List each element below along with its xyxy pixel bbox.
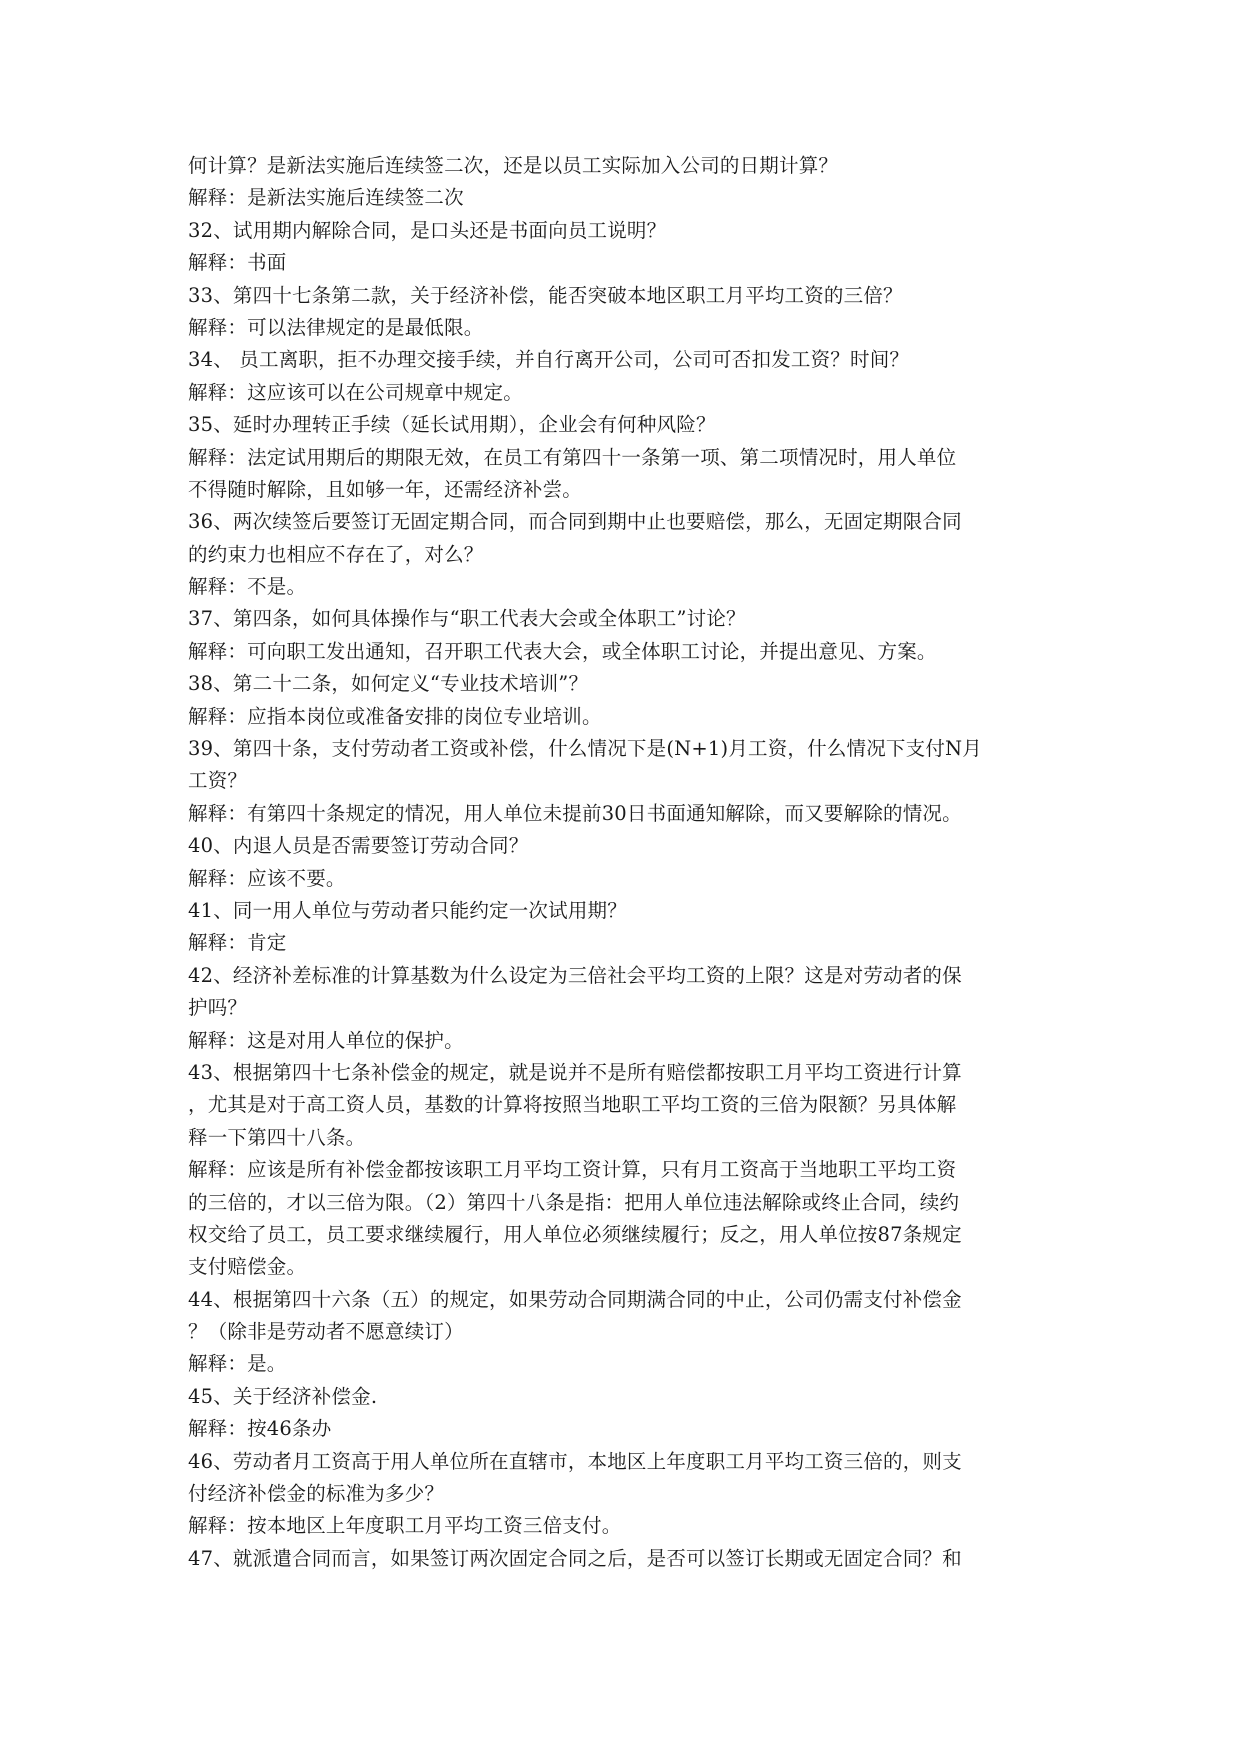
text-line: 38、第二十二条，如何定义“专业技术培训”？ <box>188 672 589 696</box>
text-line: 权交给了员工，员工要求继续履行，用人单位必须继续履行；反之，用人单位按87条规定 <box>188 1222 962 1246</box>
text-line: 支付赔偿金。 <box>188 1255 307 1279</box>
text-line: ，尤其是对于高工资人员，基数的计算将按照当地职工平均工资的三倍为限额？另具体解 <box>188 1093 957 1117</box>
text-line: 的三倍的，才以三倍为限。（2）第四十八条是指：把用人单位违法解除或终止合同，续约 <box>188 1190 960 1214</box>
text-line: 解释：按本地区上年度职工月平均工资三倍支付。 <box>188 1514 622 1538</box>
text-line: 46、劳动者月工资高于用人单位所在直辖市，本地区上年度职工月平均工资三倍的，则支 <box>188 1449 962 1473</box>
text-line: 解释：书面 <box>188 251 287 275</box>
text-line: 32、试用期内解除合同，是口头还是书面向员工说明？ <box>188 218 667 242</box>
text-line: 解释：应该不要。 <box>188 866 346 890</box>
text-line: 何计算？是新法实施后连续签二次，还是以员工实际加入公司的日期计算？ <box>188 154 839 177</box>
text-line: 工资？ <box>188 769 248 793</box>
text-line: 解释：法定试用期后的期限无效，在员工有第四十一条第一项、第二项情况时，用人单位 <box>188 445 957 469</box>
text-line: 解释：是新法实施后连续签二次 <box>188 186 464 210</box>
text-line: 付经济补偿金的标准为多少？ <box>188 1482 445 1506</box>
text-line: 解释：肯定 <box>188 931 287 955</box>
text-line: 解释：应该是所有补偿金都按该职工月平均工资计算，只有月工资高于当地职工平均工资 <box>188 1158 957 1182</box>
text-line: 不得随时解除，且如够一年，还需经济补尝。 <box>188 477 583 501</box>
text-line: 36、两次续签后要签订无固定期合同，而合同到期中止也要赔偿，那么，无固定期限合同 <box>188 510 962 534</box>
text-line: 34、 员工离职，拒不办理交接手续，并自行离开公司，公司可否扣发工资？时间？ <box>188 348 910 372</box>
text-line: 43、根据第四十七条补偿金的规定，就是说并不是所有赔偿都按职工月平均工资进行计算 <box>188 1060 962 1084</box>
text-line: 释一下第四十八条。 <box>188 1125 366 1149</box>
text-line: 解释：这应该可以在公司规章中规定。 <box>188 380 523 404</box>
text-line: ？（除非是劳动者不愿意续订） <box>188 1320 464 1344</box>
text-line: 37、第四条，如何具体操作与“职工代表大会或全体职工”讨论？ <box>188 607 746 631</box>
text-line: 解释：可向职工发出通知，召开职工代表大会，或全体职工讨论，并提出意见、方案。 <box>188 639 937 663</box>
text-line: 解释：按46条办 <box>188 1417 332 1441</box>
text-line: 解释：是。 <box>188 1352 287 1376</box>
text-line: 解释：不是。 <box>188 575 307 599</box>
text-line: 40、内退人员是否需要签订劳动合同？ <box>188 834 529 858</box>
document-body <box>188 150 1068 1575</box>
text-line: 解释：应指本岗位或准备安排的岗位专业培训。 <box>188 704 602 728</box>
text-line: 44、根据第四十六条（五）的规定，如果劳动合同期满合同的中止，公司仍需支付补偿金 <box>188 1287 962 1311</box>
text-line: 护吗？ <box>188 996 248 1020</box>
text-line: 35、延时办理转正手续（延长试用期），企业会有何种风险？ <box>188 413 716 437</box>
text-line: 41、同一用人单位与劳动者只能约定一次试用期？ <box>188 898 627 922</box>
text-line: 42、经济补差标准的计算基数为什么设定为三倍社会平均工资的上限？这是对劳动者的保 <box>188 963 962 987</box>
text-line: 47、就派遣合同而言，如果签订两次固定合同之后，是否可以签订长期或无固定合同？和 <box>188 1546 962 1570</box>
text-line: 39、第四十条，支付劳动者工资或补偿，什么情况下是(N+1)月工资，什么情况下支付N月 <box>188 737 982 761</box>
text-line: 33、第四十七条第二款，关于经济补偿，能否突破本地区职工月平均工资的三倍？ <box>188 283 903 307</box>
text-line: 解释：有第四十条规定的情况，用人单位未提前30日书面通知解除，而又要解除的情况。 <box>188 801 962 825</box>
text-line: 解释：这是对用人单位的保护。 <box>188 1028 464 1052</box>
text-line: 的约束力也相应不存在了，对么？ <box>188 542 484 566</box>
text-line: 45、关于经济补偿金. <box>188 1384 378 1408</box>
text-line: 解释：可以法律规定的是最低限。 <box>188 315 484 339</box>
